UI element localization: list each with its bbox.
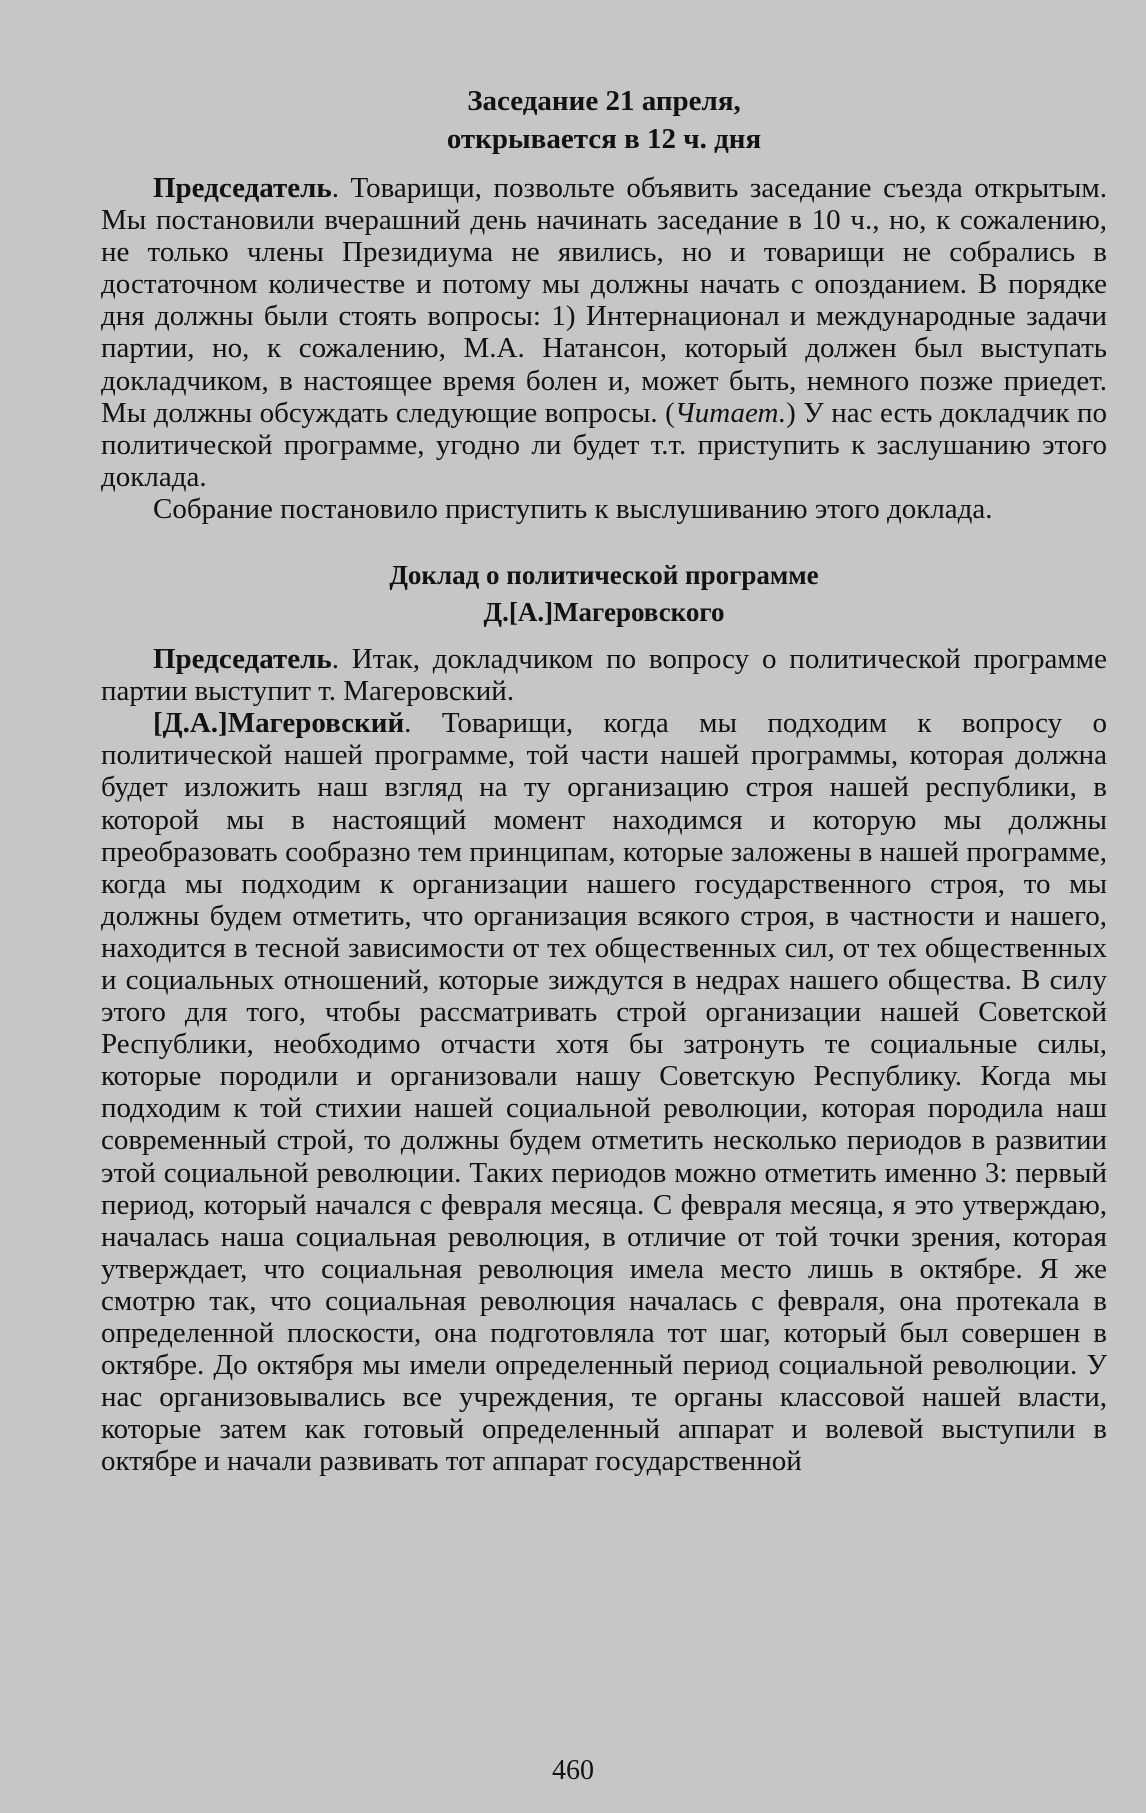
session-heading-line-2: открывается в 12 ч. дня: [446, 123, 762, 155]
paragraph-text: . Товарищи, позвольте объявить заседание съезда открытым. Мы постановили вчерашний день начинать заседание в 10 ч., но, к сожалению, не только члены Президиума не явились, но и товарищи не собрались в достаточном количестве и потому мы должны начать с опозданием. В порядке дня должны были стоять вопросы: 1) Интернационал и международные задачи партии, но, к сожалению, М.А. Натансон, который должен был выступать докладчиком, в настоящее время болен и, может быть, немного позже приедет. Мы должны обсуждать следующие вопросы. (: [101, 172, 1107, 429]
paragraph-text: . Итак, докладчиком по вопросу о политической программе партии выступит т. Магеровский.: [101, 643, 1107, 708]
paragraph-resolution: Собрание постановило приступить к выслушиванию этого доклада.: [153, 492, 993, 525]
paragraph-text: . Товарищи, когда мы подходим к вопросу о политической нашей программе, той части нашей программы, которая должна будет изложить наш взгляд на ту организацию строя нашей республики, в которой мы в настоящий момент находимся и которую мы должны преобразовать сообразно тем принципам, которые заложены в нашей программе, когда мы подходим к организации нашего государственного строя, то мы должны будем отметить, что организация всякого строя, в частности и нашего, находится в тесной зависимости от тех общественных сил, от тех общественных и социальных отношений, которые зиждутся в недрах нашего общества. В силу этого для того, чтобы рассматривать строй организации нашей Советской Республики, необходимо отчасти хотя бы затронуть те социальные силы, которые породили и организовали нашу Советскую Республику. Когда мы подходим к той стихии нашей социальной революции, которая породила наш современный строй, то должны будем отметить несколько периодов в развитии этой социальной революции. Таких периодов можно отметить именно 3: первый период, который начался с февраля месяца. С февраля месяца, я это утверждаю, началась наша социальная революция, в отличие от той точки зрения, которая утверждает, что социальная революция имела место лишь в октябре. Я же смотрю так, что социальная революция началась с февраля, она протекала в определенной плоскости, она подготовляла тот шаг, который был совершен в октябре. До октября мы имели определенный период социальной революции. У нас организовывались все учреждения, те органы классовой нашей власти, которые затем как готовый определенный аппарат и волевой выступили в октябре и начали развивать тот аппарат государственной: [101, 707, 1107, 1478]
speaker-name: [Д.А.]Магеровский: [153, 707, 405, 740]
stage-remark: Читает.: [674, 396, 787, 429]
report-heading: [101, 557, 1107, 631]
session-heading: [101, 82, 1107, 158]
paragraph-chairman-intro: [101, 643, 1107, 707]
page-number: 460: [552, 1755, 594, 1786]
paragraph-text: ) У нас есть докладчик по политической программе, угодно ли будет т.т. приступить к заслушанию этого доклада.: [101, 396, 1107, 493]
report-heading-line-1: Доклад о политической программе: [389, 560, 819, 591]
paragraph-magerovsky-speech: [101, 707, 1107, 1477]
speaker-name: Председатель: [153, 643, 332, 676]
paragraph-chairman-opening: [101, 172, 1107, 493]
report-heading-line-2: Д.[А.]Магеровского: [483, 597, 725, 628]
speaker-name: Председатель: [153, 172, 332, 204]
page-text: [101, 82, 1107, 1477]
session-heading-line-1: Заседание 21 апреля,: [467, 85, 741, 117]
